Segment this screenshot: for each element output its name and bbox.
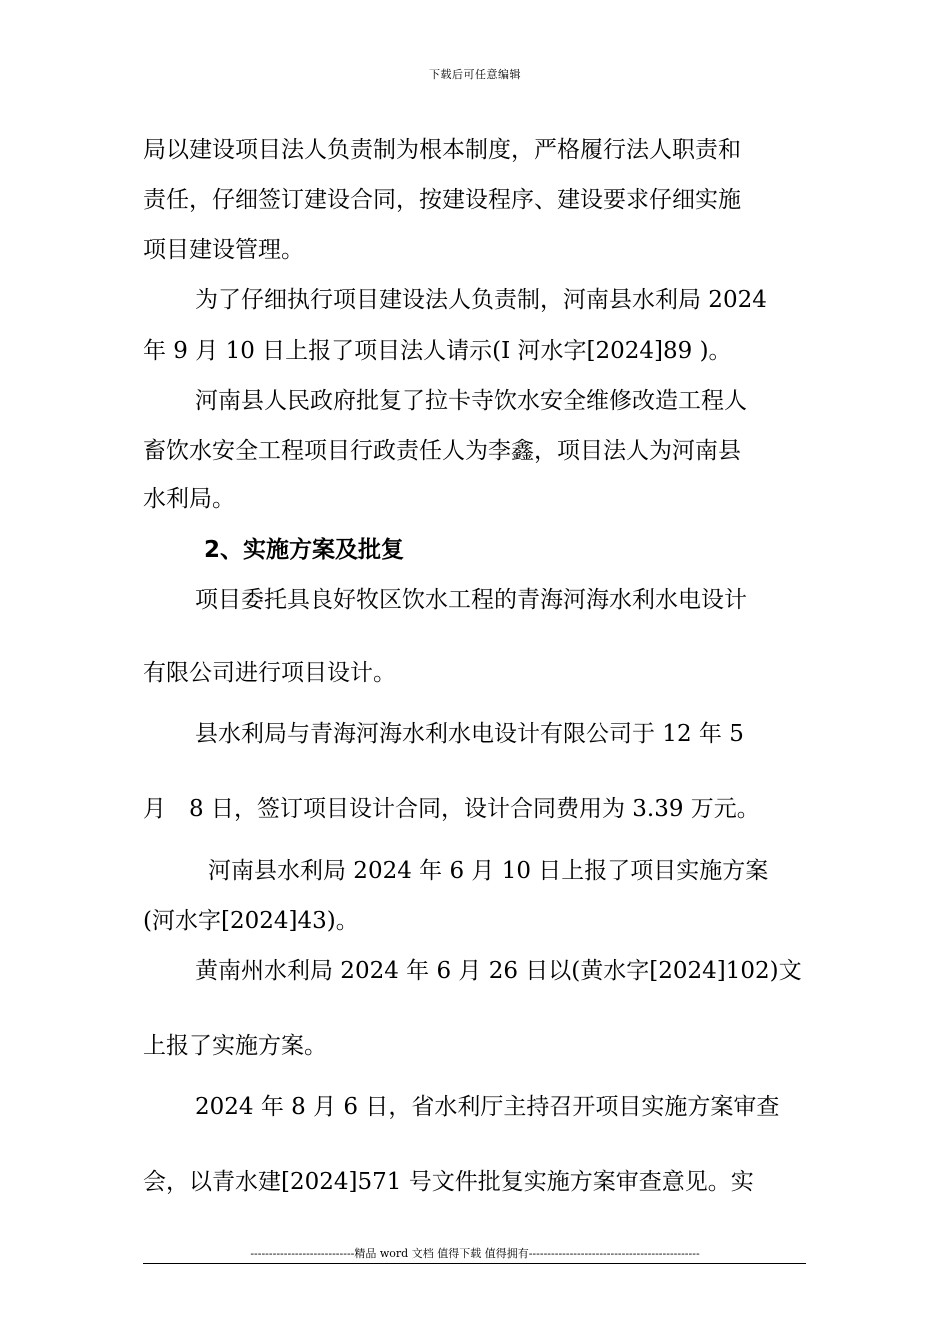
paragraph-line: 河南县水利局 2024 年 6 月 10 日上报了项目实施方案 [208,858,769,884]
paragraph-line: 项目建设管理。 [143,237,304,263]
paragraph-line: 黄南州水利局 2024 年 6 月 26 日以(黄水字[2024]102)文 [195,958,802,984]
paragraph-line: 水利局。 [143,486,235,512]
paragraph-line: 河南县人民政府批复了拉卡寺饮水安全维修改造工程人 [195,388,747,414]
header-note: 下载后可任意编辑 [429,68,521,81]
paragraph-line: (河水字[2024]43)。 [143,908,359,934]
paragraph-line: 2024 年 8 月 6 日，省水利厅主持召开项目实施方案审查 [195,1094,780,1120]
paragraph-line: 项目委托具良好牧区饮水工程的青海河海水利水电设计 [195,587,747,613]
section-heading: 2、实施方案及批复 [204,537,405,563]
paragraph-line: 县水利局与青海河海水利水电设计有限公司于 12 年 5 [195,721,744,747]
footer-rule [143,1263,806,1264]
paragraph-line: 有限公司进行项目设计。 [143,660,396,686]
paragraph-line: 年 9 月 10 日上报了项目法人请示(I 河水字[2024]89 )。 [143,338,732,364]
paragraph-line: 畜饮水安全工程项目行政责任人为李鑫，项目法人为河南县 [143,438,741,464]
paragraph-line: 上报了实施方案。 [143,1033,327,1059]
footer-note: ----------------------------精品 word 文档 值得下载 值得拥有---------------------------------------------- [250,1247,700,1260]
paragraph-line: 为了仔细执行项目建设法人负责制，河南县水利局 2024 [195,287,767,313]
paragraph-line: 会，以青水建[2024]571 号文件批复实施方案审查意见。实 [143,1169,754,1195]
paragraph-line: 局以建设项目法人负责制为根本制度，严格履行法人职责和 [143,137,741,163]
paragraph-line: 月 8 日，签订项目设计合同，设计合同费用为 3.39 万元。 [143,796,760,822]
paragraph-line: 责任，仔细签订建设合同，按建设程序、建设要求仔细实施 [143,187,741,213]
